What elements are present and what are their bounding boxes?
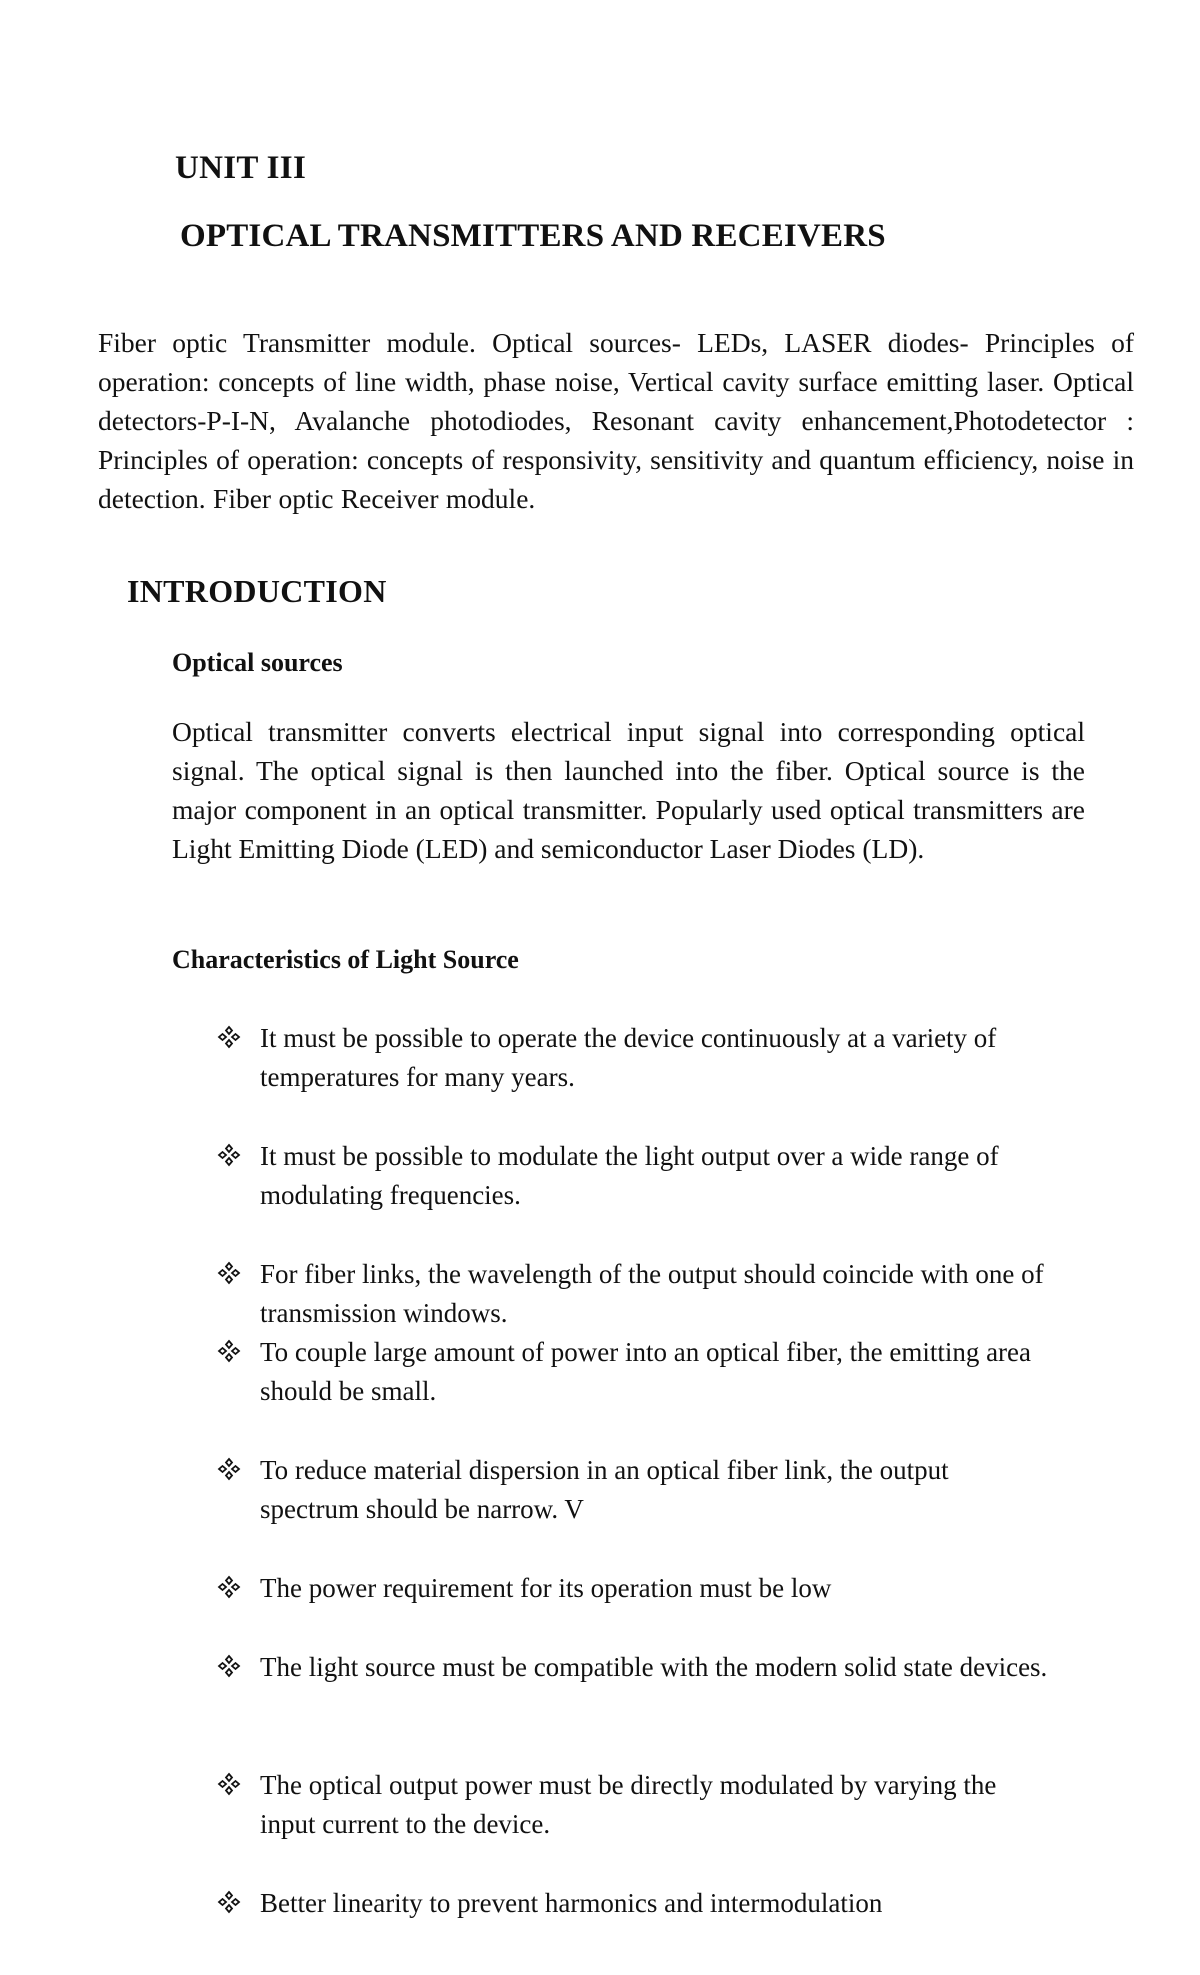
subheading-characteristics: Characteristics of Light Source [172, 945, 519, 974]
list-item-text: The optical output power must be directly modulated by varying the input current to the device. [260, 1770, 997, 1839]
four-diamond-bullet-icon [217, 1890, 241, 1914]
four-diamond-bullet-icon [217, 1654, 241, 1678]
optical-sources-paragraph: Optical transmitter converts electrical input signal into corresponding optical signal. The optical signal is then launched into the fiber. Optical source is the major component in an optical transmitter. Popularly used optical transmitters are Light Emitting Diode (LED) and semiconductor Laser Diodes (LD). [172, 716, 1085, 864]
list-item-text: Better linearity to prevent harmonics and intermodulation [260, 1888, 883, 1918]
list-item-text: For fiber links, the wavelength of the output should coincide with one of transmission windows. [260, 1259, 1044, 1328]
list-item-text: To couple large amount of power into an optical fiber, the emitting area should be small. [260, 1337, 1032, 1406]
four-diamond-bullet-icon [217, 1261, 241, 1285]
four-diamond-bullet-icon [217, 1772, 241, 1796]
list-item-text: The power requirement for its operation must be low [260, 1573, 832, 1603]
list-item-text: The light source must be compatible with the modern solid state devices. [260, 1652, 1048, 1682]
document-title: OPTICAL TRANSMITTERS AND RECEIVERS [180, 218, 886, 254]
unit-label: UNIT III [175, 150, 307, 186]
subheading-optical-sources: Optical sources [172, 648, 343, 677]
section-heading-introduction: INTRODUCTION [127, 573, 387, 609]
four-diamond-bullet-icon [217, 1457, 241, 1481]
list-item-text: It must be possible to operate the device continuously at a variety of temperatures for many years. [260, 1023, 997, 1092]
four-diamond-bullet-icon [217, 1575, 241, 1599]
four-diamond-bullet-icon [217, 1025, 241, 1049]
list-item-text: To reduce material dispersion in an optical fiber link, the output spectrum should be narrow. V [260, 1455, 949, 1524]
four-diamond-bullet-icon [217, 1143, 241, 1167]
four-diamond-bullet-icon [217, 1339, 241, 1363]
syllabus-paragraph: Fiber optic Transmitter module. Optical sources- LEDs, LASER diodes- Principles of operation: concepts of line width, phase noise, Vertical cavity surface emitting laser. Optical detectors-P-I-N, Avalanche photodiodes, Resonant cavity enhancement,Photodetector : Principles of operation: concepts of responsivity, sensitivity and quantum efficiency, noise in detection. Fiber optic Receiver module. [98, 327, 1134, 514]
list-item-text: It must be possible to modulate the light output over a wide range of modulating frequencies. [260, 1141, 999, 1210]
